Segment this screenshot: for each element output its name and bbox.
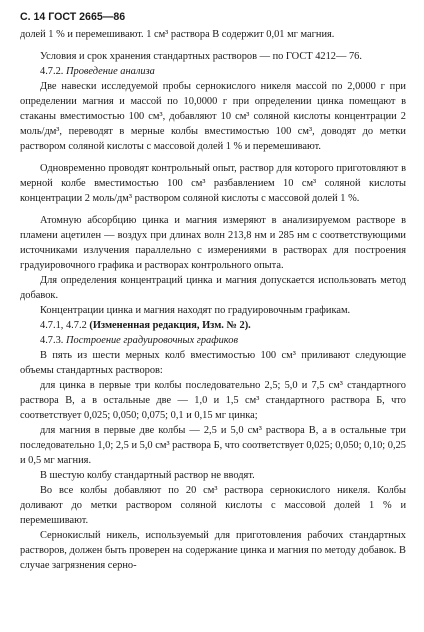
list-item: для магния в первые две колбы — 2,5 и 5,0 см³ раствора В, а в остальные три последовательно 1,0; 2,5 и 5,0 см³ раствора Б, что соответствует 0,025; 0,050; 0,10; 0,25 и 0,5 мг магния. bbox=[20, 425, 406, 466]
page-header: С. 14 ГОСТ 2665—86 bbox=[20, 11, 126, 23]
paragraph: Две навески исследуемой пробы сернокислого никеля массой по 2,0000 г при определении магния и массой по 10,0000 г при определении цинка помещают в стаканы вместимостью 100 см³, добавляют 10 см³ соляной кислоты концентрации 2 моль/дм³, переводят в мерные колбы вместимостью 100 см³, доводят до метки раствором соляной кислоты с массовой долей 1 % и перемешивают. bbox=[20, 81, 406, 152]
section-title: Проведение анализа bbox=[66, 66, 155, 77]
document-page bbox=[20, 10, 406, 573]
section-heading bbox=[20, 333, 406, 348]
amendment-text: (Измененная редакция, Изм. № 2). bbox=[89, 320, 251, 331]
paragraph: Условия и срок хранения стандартных растворов — по ГОСТ 4212— 76. bbox=[40, 51, 362, 62]
section-heading bbox=[20, 64, 406, 79]
section-number: 4.7.2. bbox=[40, 66, 64, 77]
paragraph: Одновременно проводят контрольный опыт, раствор для которого приготовляют в мерной колбе вместимостью 100 см³ разбавлением 10 см³ соляной кислоты концентрации 2 моль/дм³ раствором соляной кислоты с массовой долей 1 %. bbox=[20, 163, 406, 204]
list-item: для цинка в первые три колбы последовательно 2,5; 5,0 и 7,5 см³ стандартного раствора В, а в остальные две — 1,0 и 1,5 см³ стандартного раствора Б, что соответствует 0,025; 0,050; 0,075; 0,1 и 0,15 мг цинка; bbox=[20, 380, 406, 421]
paragraph: Концентрации цинка и магния находят по градуировочным графикам. bbox=[40, 305, 351, 316]
paragraph: Атомную абсорбцию цинка и магния измеряют в анализируемом растворе в пламени ацетилен — воздух при длинах волн 213,8 нм и 285 нм с соответствующими источниками излучения параллельно с измерениями в растворах для построения градуировочного графика и растворах контрольного опыта. bbox=[20, 215, 406, 271]
section-number: 4.7.1, 4.7.2 bbox=[40, 320, 87, 331]
section-title: Построение градуировочных графиков bbox=[66, 335, 238, 346]
amendment-note bbox=[20, 318, 406, 333]
section-number: 4.7.3. bbox=[40, 335, 64, 346]
paragraph: В шестую колбу стандартный раствор не вводят. bbox=[40, 470, 255, 481]
paragraph: Сернокислый никель, используемый для приготовления рабочих стандартных растворов, должен быть проверен на содержание цинка и магния по методу добавок. В случае загрязнения серно- bbox=[20, 530, 406, 571]
paragraph: долей 1 % и перемешивают. 1 см³ раствора В содержит 0,01 мг магния. bbox=[20, 29, 335, 40]
paragraph: В пять из шести мерных колб вместимостью 100 см³ приливают следующие объемы стандартных растворов: bbox=[20, 350, 406, 376]
paragraph: Для определения концентраций цинка и магния допускается использовать метод добавок. bbox=[20, 275, 406, 301]
paragraph: Во все колбы добавляют по 20 см³ раствора сернокислого никеля. Колбы доливают до метки раствором соляной кислоты с массовой долей 1 % и перемешивают. bbox=[20, 485, 406, 526]
